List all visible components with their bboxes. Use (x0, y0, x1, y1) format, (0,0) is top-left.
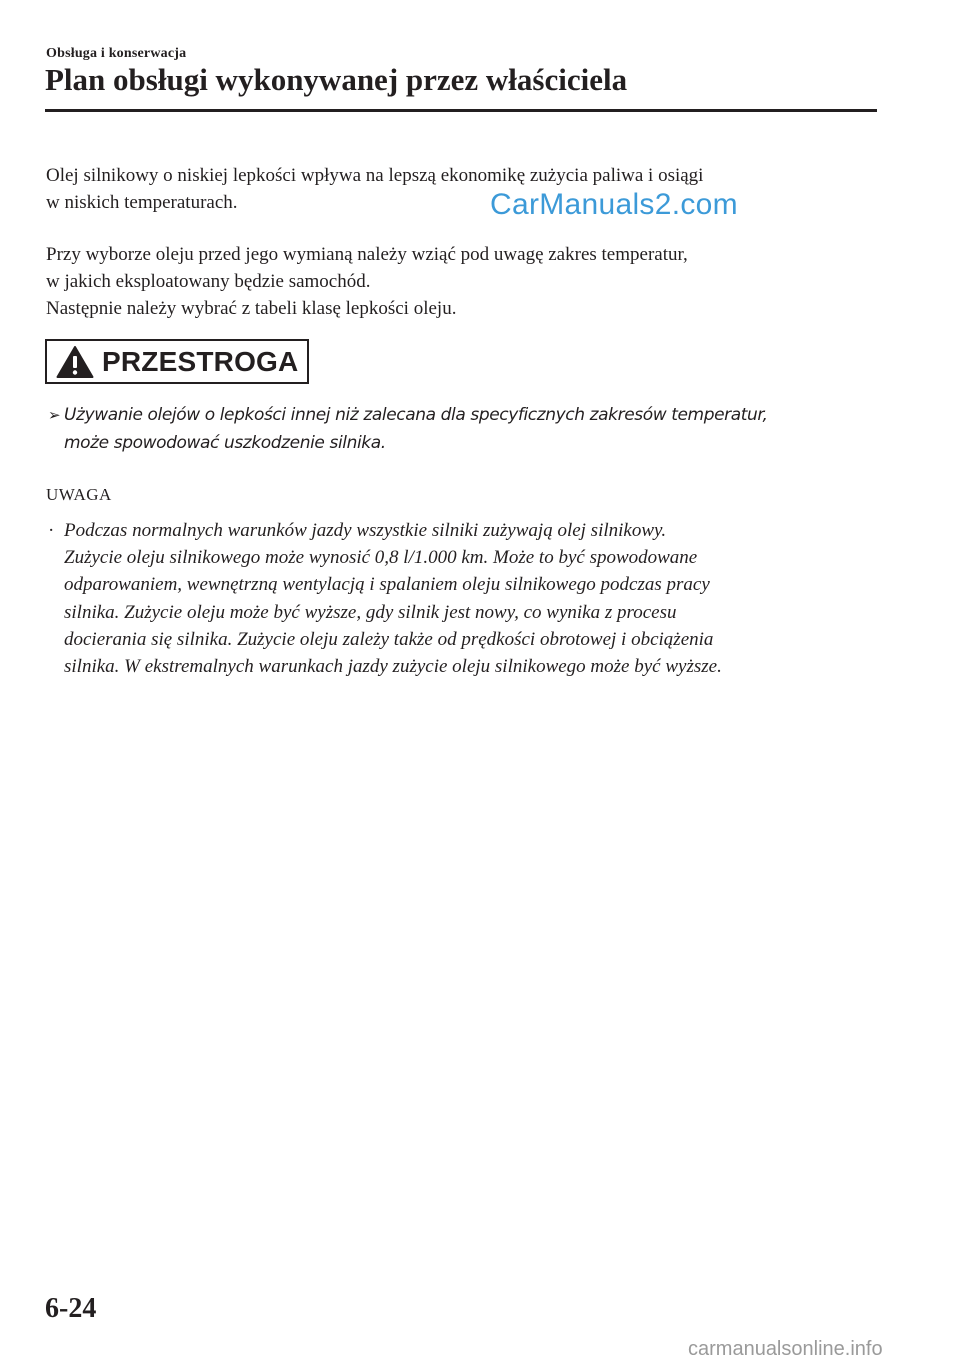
note-line: docierania się silnika. Zużycie oleju zależy także od prędkości obrotowej i obciążenia (64, 628, 714, 650)
paragraph-line: Olej silnikowy o niskiej lepkości wpływa na lepszą ekonomikę zużycia paliwa i osiągi (46, 165, 704, 186)
paragraph-line: Następnie należy wybrać z tabeli klasę lepkości oleju. (46, 298, 457, 319)
page-number: 6-24 (45, 1293, 97, 1324)
caution-box (45, 339, 309, 384)
paragraph-line: w jakich eksploatowany będzie samochód. (46, 271, 371, 292)
warning-triangle-icon (56, 345, 94, 379)
note-heading: UWAGA (46, 485, 112, 504)
paragraph-oil-selection (46, 241, 846, 322)
section-label: Obsługa i konserwacja (46, 46, 187, 61)
paragraph-line: Przy wyborze oleju przed jego wymianą należy wziąć pod uwagę zakres temperatur, (46, 244, 688, 265)
watermark-carmanualsonline[interactable]: carmanualsonline.info (688, 1338, 883, 1360)
note-line: silnika. Zużycie oleju może być wyższe, gdy silnik jest nowy, co wynika z procesu (64, 601, 677, 623)
page-title: Plan obsługi wykonywanej przez właściciela (45, 62, 628, 97)
note-line: odparowaniem, wewnętrzną wentylacją i spalaniem oleju silnikowego podczas pracy (64, 574, 710, 596)
bullet-dot-icon: · (48, 520, 55, 541)
caution-line: może spowodować uszkodzenie silnika. (64, 433, 386, 453)
arrow-bullet-icon: ➢ (48, 406, 61, 424)
caution-line: Używanie olejów o lepkości innej niż zalecana dla specyficznych zakresów temperatur, (64, 405, 768, 425)
note-line: Podczas normalnych warunków jazdy wszystkie silniki zużywają olej silnikowy. (64, 520, 667, 541)
note-line: Zużycie oleju silnikowego może wynosić 0,8 l/1.000 km. Może to być spowodowane (64, 547, 698, 569)
note-body (48, 517, 868, 680)
caution-text (48, 401, 848, 457)
paragraph-line: w niskich temperaturach. (46, 192, 238, 213)
caution-label: PRZESTROGA (102, 345, 299, 377)
watermark-carmanuals2[interactable]: CarManuals2.com (490, 188, 738, 221)
title-rule (45, 109, 877, 112)
note-line: silnika. W ekstremalnych warunkach jazdy zużycie oleju silnikowego może być wyższe. (64, 656, 722, 678)
